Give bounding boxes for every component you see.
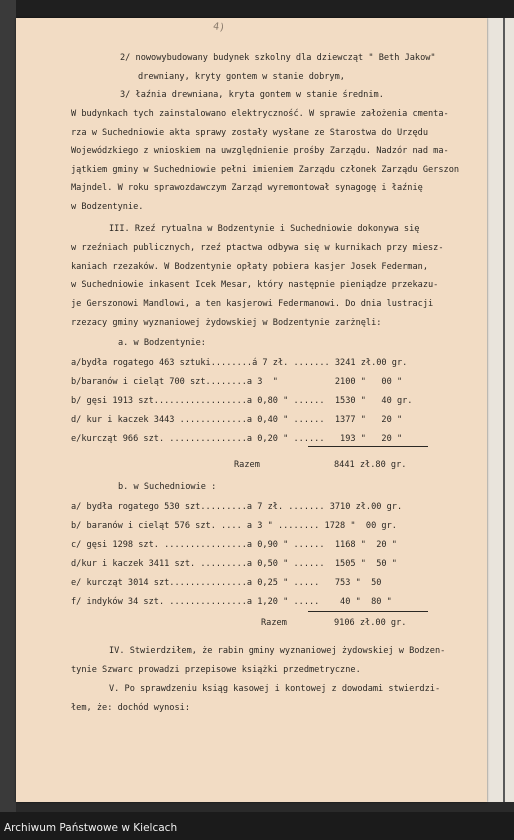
page-edge-shadow <box>503 18 505 802</box>
archive-footer <box>0 812 514 840</box>
subsection-heading: b. w Suchedniowie : <box>118 482 217 492</box>
total-rule <box>308 611 428 612</box>
archive-label: Archiwum Państwowe w Kielcach <box>4 822 178 834</box>
table-row: e/ kurcząt 3014 szt...............a 0,25 " ..... 753 " 50 <box>71 578 382 588</box>
text-line: rzezacy gminy wyznaniowej żydowskiej w Bodzentynie zarżnęli: <box>71 318 382 328</box>
section-heading: IV. Stwierdziłem, że rabin gminy wyznaniowej żydowskiej w Bodzen- <box>109 646 446 656</box>
total-label: Razem <box>261 618 287 628</box>
text-line: Wojewódzkiego z wnioskiem na uwzględnienie prośby Zarządu. Nadzór nad ma- <box>71 146 449 156</box>
total-rule <box>308 446 428 447</box>
table-row: e/kurcząt 966 szt. ...............a 0,20 " ...... 193 " 20 " <box>71 434 403 444</box>
table-row: a/bydła rogatego 463 sztuki........á 7 zł. ....... 3241 zł.00 gr. <box>71 358 408 368</box>
text-line: w Bodzentynie. <box>71 202 144 212</box>
text-line: kaniach rzezaków. W Bodzentynie opłaty pobiera kasjer Josek Federman, <box>71 262 428 272</box>
table-row: d/ kur i kaczek 3443 .............a 0,40 " ...... 1377 " 20 " <box>71 415 403 425</box>
text-line: Majndel. W roku sprawozdawczym Zarząd wyremontował synagogę i łaźnię <box>71 183 423 193</box>
table-row: b/ baranów i cieląt 576 szt. .... a 3 " ........ 1728 " 00 gr. <box>71 521 397 531</box>
total-label: Razem <box>234 460 260 470</box>
text-line: w Suchedniowie inkasent Icek Mesar, który następnie pieniądze przekazu- <box>71 280 439 290</box>
table-row: b/ gęsi 1913 szt..................a 0,80 " ...... 1530 " 40 gr. <box>71 396 413 406</box>
section-heading: V. Po sprawdzeniu ksiąg kasowej i kontowej z dowodami stwierdzi- <box>109 684 441 694</box>
text-line: 2/ nowowybudowany budynek szkolny dla dziewcząt " Beth Jakow" <box>120 53 436 63</box>
text-line: w rzeźniach publicznych, rzeź ptactwa odbywa się w kurnikach przy miesz- <box>71 243 444 253</box>
total-value: 9106 zł.00 gr. <box>334 618 407 628</box>
text-line: rza w Suchedniowie akta sprawy zostały wysłane ze Starostwa do Urzędu <box>71 128 428 138</box>
table-row: c/ gęsi 1298 szt. ................a 0,90 " ...... 1168 " 20 " <box>71 540 397 550</box>
text-line: 3/ łaźnia drewniana, kryta gontem w stanie średnim. <box>120 90 384 100</box>
section-heading: III. Rzeź rytualna w Bodzentynie i Suchedniowie dokonywa się <box>109 224 420 234</box>
text-line: tynie Szwarc prowadzi przepisowe książki przedmetryczne. <box>71 665 361 675</box>
text-line: W budynkach tych zainstalowano elektryczność. W sprawie założenia cmenta- <box>71 109 449 119</box>
text-line: łem, że: dochód wynosi: <box>71 703 190 713</box>
viewer-top-bar <box>0 0 514 18</box>
page-mark: 4) <box>212 21 226 34</box>
page-edge-strip <box>487 18 514 802</box>
total-value: 8441 zł.80 gr. <box>334 460 407 470</box>
table-row: f/ indyków 34 szt. ...............a 1,20 " ..... 40 " 80 " <box>71 597 392 607</box>
table-row: d/kur i kaczek 3411 szt. .........a 0,50 " ...... 1505 " 50 " <box>71 559 397 569</box>
text-line: drewniany, kryty gontem w stanie dobrym, <box>138 72 345 82</box>
left-margin <box>0 0 16 812</box>
table-row: a/ bydła rogatego 530 szt.........a 7 zł. ....... 3710 zł.00 gr. <box>71 502 403 512</box>
document-page <box>16 18 487 802</box>
text-line: jątkiem gminy w Suchedniowie pełni imieniem Zarządu członek Zarządu Gerszon <box>71 165 460 175</box>
subsection-heading: a. w Bodzentynie: <box>118 338 206 348</box>
text-line: je Gerszonowi Mandlowi, a ten kasjerowi Federmanowi. Do dnia lustracji <box>71 299 434 309</box>
table-row: b/baranów i cieląt 700 szt........a 3 " 2100 " 00 " <box>71 377 403 387</box>
